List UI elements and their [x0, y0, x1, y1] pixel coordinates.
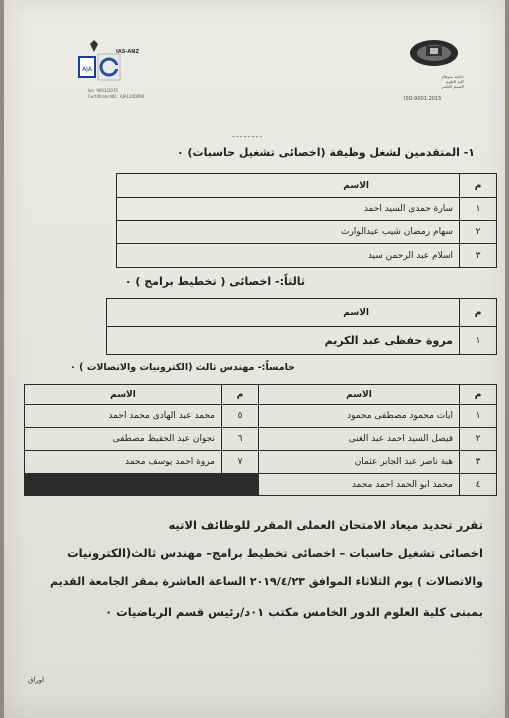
- row-number: ٢: [460, 428, 497, 451]
- notice-line-2: اخصائى تشغيل حاسبات – اخصائى تخطيط برامج– مهندس ثالث(الكترونيات: [67, 546, 483, 560]
- ias-anz-label: IAS-ANZ: [116, 49, 140, 55]
- notice-line-1: تقرر تحديد ميعاد الامتحان العملى المقرر للوظائف الاتيه: [168, 518, 483, 532]
- col-num-header: م: [460, 299, 497, 327]
- section5-title: خامساً:- مهندس ثالث (الكترونيات والاتصالات ) ٠: [70, 362, 295, 373]
- row-name: ايات محمود مصطفى محمود: [259, 405, 460, 428]
- row-number: ٤: [460, 474, 497, 496]
- section3-table: [106, 298, 497, 355]
- row-name: اسلام عبد الرحمن سيد: [117, 244, 460, 268]
- university-name: جامعة سوهاج كلية العلوم القسم العلمي: [440, 74, 464, 89]
- certificate-text: Iso: 9001/2015 Certificate NO.: AJA1300090: [88, 88, 145, 99]
- row-name: هبة ناصر عبد الجابر عثمان: [259, 451, 460, 474]
- row-number-2: ٦: [222, 428, 259, 451]
- row-name-2: مروة احمد يوسف محمد: [25, 451, 222, 474]
- svg-text:AJA: AJA: [82, 66, 92, 73]
- col-name-header: الاسم: [259, 385, 460, 405]
- row-number: ٣: [460, 451, 497, 474]
- row-number: ٢: [460, 221, 497, 244]
- section5-table: [24, 384, 497, 496]
- row-number: ١: [460, 198, 497, 221]
- notice-line-3: والاتصالات ) يوم الثلاثاء الموافق ٢٠١٩/٤/٢٣ الساعة العاشرة بمقر الجامعة القديم: [50, 575, 483, 588]
- row-name: فيصل السيد احمد عبد الغنى: [259, 428, 460, 451]
- col-num-header: م: [460, 174, 497, 198]
- row-number-2: ٧: [222, 451, 259, 474]
- row-number: ١: [460, 405, 497, 428]
- row-name-2: محمد عبد الهادى محمد احمد: [25, 405, 222, 428]
- iso-label: ISO:9001:2015: [404, 96, 442, 102]
- row-number-2: ٥: [222, 405, 259, 428]
- col-num-header-2: م: [222, 385, 259, 405]
- section1-title: ١- المتقدمين لشغل وظيفة (اخصائى تشغيل حاسبات) ٠: [176, 146, 475, 159]
- row-name: سهام رمضان شيب عبدالوارث: [117, 221, 460, 244]
- col-name-header-2: الاسم: [25, 385, 222, 405]
- row-name: مروة حفظى عبد الكريم: [107, 327, 460, 355]
- col-name-header: الاسم: [117, 174, 460, 198]
- col-num-header: م: [460, 385, 497, 405]
- row-name-2: نجوان عبد الحفيظ مصطفى: [25, 428, 222, 451]
- footer-note: اوراق: [28, 676, 45, 684]
- blacked-out-cell: [25, 474, 222, 496]
- university-logo: [404, 36, 464, 70]
- row-number: ١: [460, 327, 497, 355]
- section1-table: [116, 173, 497, 268]
- row-name: محمد ابو الحمد احمد محمد: [259, 474, 460, 496]
- section3-title: ثالثاً:- اخصائى ( تخطيط برامج ) ٠: [124, 275, 305, 288]
- blacked-out-cell: [222, 474, 259, 496]
- row-number: ٣: [460, 244, 497, 268]
- row-name: سارة حمدى السيد احمد: [117, 198, 460, 221]
- notice-line-4: بمبنى كلية العلوم الدور الخامس مكتب ٠١د/رئيس قسم الرياضيات ٠: [105, 605, 483, 619]
- document-page: [4, 0, 505, 718]
- col-name-header: الاسم: [107, 299, 460, 327]
- separator-dots: --------: [232, 132, 264, 141]
